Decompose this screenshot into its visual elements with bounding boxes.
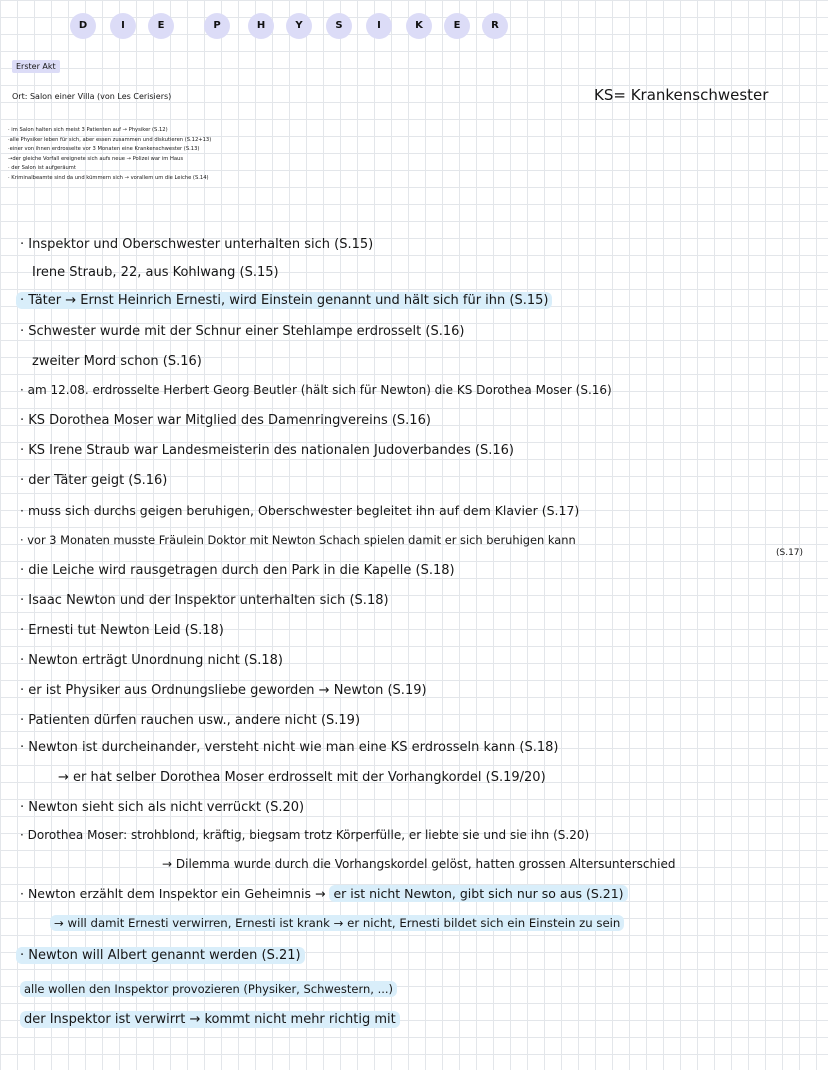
note-line-highlighted xyxy=(20,1012,400,1027)
note-line-highlighted xyxy=(16,293,552,308)
title-letter: D xyxy=(70,13,96,39)
note-line: · muss sich durchs geigen beruhigen, Oberschwester begleitet ihn auf dem Klavier (S.17) xyxy=(20,503,580,518)
note-line: → Dilemma wurde durch die Vorhangskordel gelöst, hatten grossen Altersunterschied xyxy=(162,857,676,871)
note-line: · Ernesti tut Newton Leid (S.18) xyxy=(20,623,224,638)
highlight: · Täter → Ernst Heinrich Ernesti, wird Einstein genannt und hält sich für ihn (S.15) xyxy=(16,292,552,309)
note-line: Irene Straub, 22, aus Kohlwang (S.15) xyxy=(32,265,279,280)
highlight: er ist nicht Newton, gibt sich nur so aus (S.21) xyxy=(329,885,627,902)
title-letter: P xyxy=(204,13,230,39)
highlight: · Newton will Albert genannt werden (S.21) xyxy=(16,947,305,964)
note-line: zweiter Mord schon (S.16) xyxy=(32,354,202,369)
summary-note: ·einer von ihnen erdrosselte vor 3 Monaten eine Krankenschwester (S.13) xyxy=(8,146,200,153)
title-letter: R xyxy=(482,13,508,39)
note-line: · Newton sieht sich als nicht verrückt (S.20) xyxy=(20,800,305,815)
note-line-highlighted xyxy=(20,982,397,996)
note-line: · Patienten dürfen rauchen usw., andere nicht (S.19) xyxy=(20,713,361,728)
title-letter: E xyxy=(148,13,174,39)
ks-abbreviation-note: KS= Krankenschwester xyxy=(594,86,769,104)
highlight: der Inspektor ist verwirrt → kommt nicht mehr richtig mit xyxy=(20,1011,400,1028)
title-letter: I xyxy=(110,13,136,39)
title-letter: Y xyxy=(286,13,312,39)
highlight: alle wollen den Inspektor provozieren (Physiker, Schwestern, ...) xyxy=(20,981,397,997)
summary-note: · Kriminalbeamte sind da und kümmern sich → vorallem um die Leiche (S.14) xyxy=(8,174,209,181)
title-letter: H xyxy=(248,13,274,39)
note-line-highlighted xyxy=(50,916,624,930)
note-line: · KS Irene Straub war Landesmeisterin des nationalen Judoverbandes (S.16) xyxy=(20,443,514,458)
note-line: · am 12.08. erdrosselte Herbert Georg Beutler (hält sich für Newton) die KS Dorothea Moser (S.16) xyxy=(20,383,612,397)
note-line: · vor 3 Monaten musste Fräulein Doktor mit Newton Schach spielen damit er sich beruhigen kann xyxy=(20,533,576,547)
note-line: · Newton erträgt Unordnung nicht (S.18) xyxy=(20,653,283,668)
note-line: · die Leiche wird rausgetragen durch den Park in die Kapelle (S.18) xyxy=(20,563,455,578)
summary-note: · im Salon halten sich meist 3 Patienten auf → Physiker (S.12) xyxy=(8,127,168,133)
setting-line: Ort: Salon einer Villa (von Les Cerisiers) xyxy=(12,92,172,101)
note-line: · Dorothea Moser: strohblond, kräftig, biegsam trotz Körperfülle, er liebte sie und sie ihn (S.20) xyxy=(20,828,590,842)
summary-note: · der Salon ist aufgeräumt xyxy=(8,165,76,172)
highlight: → will damit Ernesti verwirren, Ernesti ist krank → er nicht, Ernesti bildet sich ein Einstein zu sein xyxy=(50,915,624,931)
note-text: · Newton erzählt dem Inspektor ein Geheimnis → xyxy=(20,886,326,901)
note-line: · er ist Physiker aus Ordnungsliebe geworden → Newton (S.19) xyxy=(20,683,427,698)
note-line: · Inspektor und Oberschwester unterhalten sich (S.15) xyxy=(20,237,374,252)
note-line: · der Täter geigt (S.16) xyxy=(20,473,168,488)
summary-note: ·alle Physiker leben für sich, aber essen zusammen und diskutieren (S.12+13) xyxy=(8,136,212,143)
note-line-highlighted xyxy=(16,948,305,963)
page-ref: (S.17) xyxy=(776,548,804,558)
note-line: · Schwester wurde mit der Schnur einer Stehlampe erdrosselt (S.16) xyxy=(20,324,465,339)
note-line: · KS Dorothea Moser war Mitglied des Damenringvereins (S.16) xyxy=(20,413,431,428)
summary-note: →der gleiche Vorfall ereignete sich aufs neue → Polizei war im Haus xyxy=(8,155,184,162)
note-line: · Newton ist durcheinander, versteht nicht wie man eine KS erdrosseln kann (S.18) xyxy=(20,740,559,755)
summary-notes xyxy=(8,126,211,184)
note-line: → er hat selber Dorothea Moser erdrosselt mit der Vorhangkordel (S.19/20) xyxy=(58,770,546,785)
title-letter: S xyxy=(326,13,352,39)
title-letter: I xyxy=(366,13,392,39)
note-line-partial-highlight xyxy=(20,886,628,901)
title-letter: E xyxy=(444,13,470,39)
title-letter: K xyxy=(406,13,432,39)
act-label: Erster Akt xyxy=(12,60,60,73)
note-line: · Isaac Newton und der Inspektor unterhalten sich (S.18) xyxy=(20,593,389,608)
